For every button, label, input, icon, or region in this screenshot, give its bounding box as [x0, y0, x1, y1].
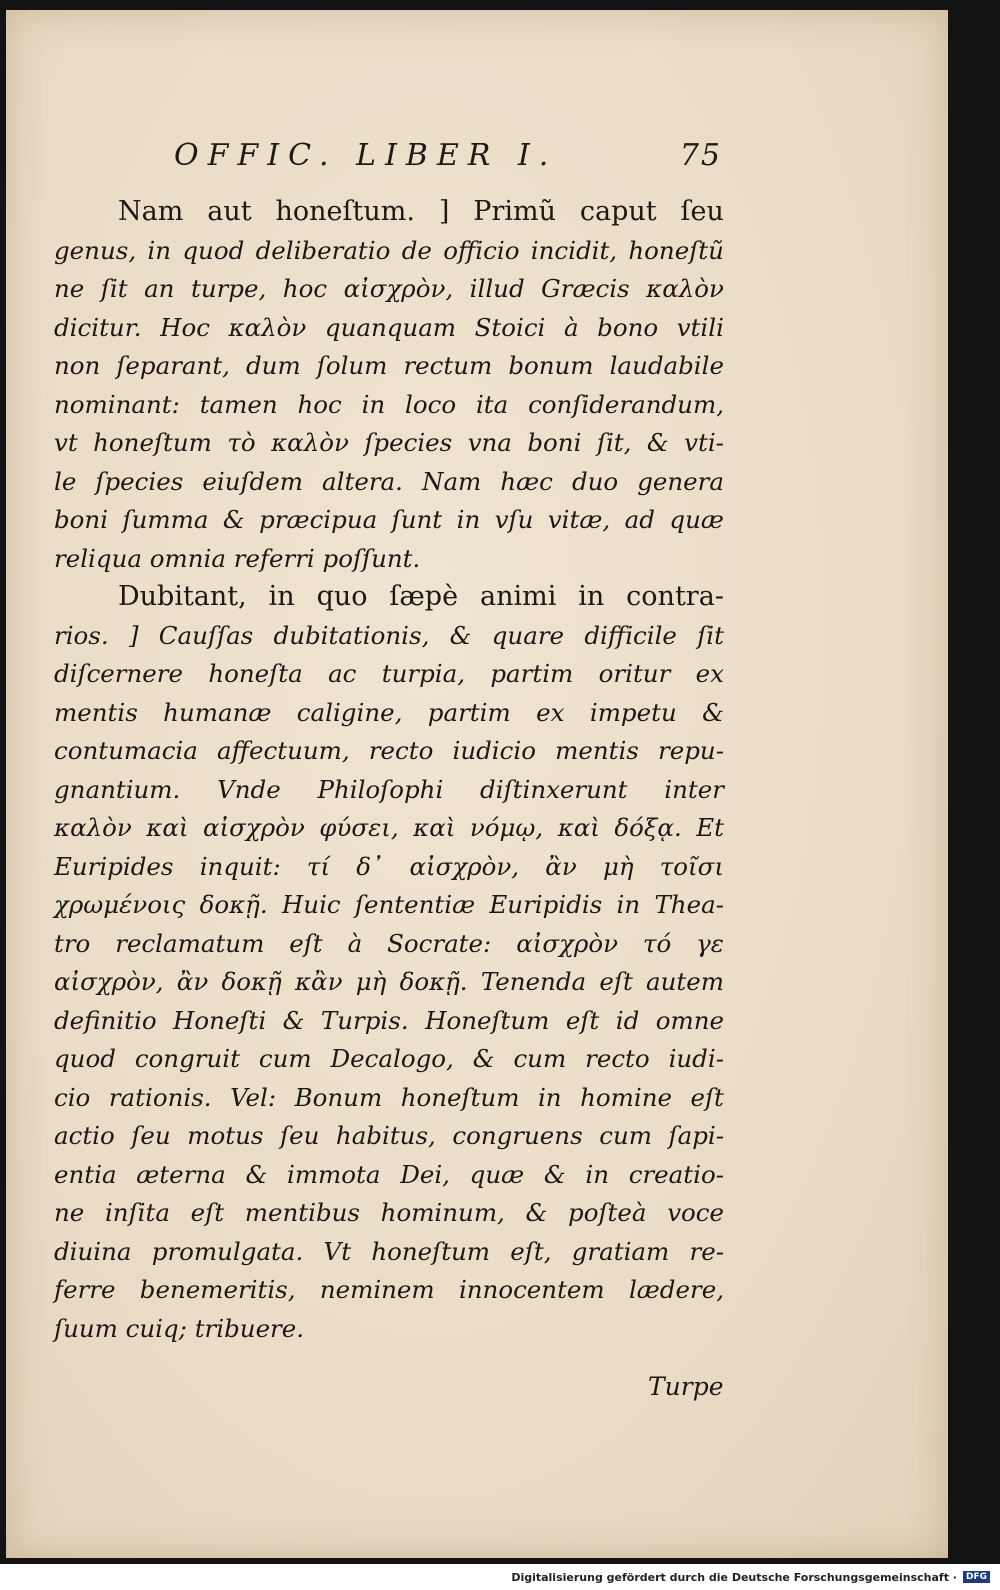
word: entia: [54, 1159, 117, 1189]
word: genus,: [54, 235, 137, 265]
word: hominum,: [380, 1198, 505, 1227]
text-line: [54, 925, 724, 964]
word: ſumma: [122, 505, 209, 534]
book-page: [6, 10, 948, 1558]
word: Græcis: [541, 274, 630, 303]
word: honeſtũ: [628, 235, 724, 265]
word: vna: [467, 428, 512, 457]
word: ἂν: [545, 851, 577, 881]
word: loco: [405, 389, 457, 419]
word: diſcernere: [54, 659, 184, 688]
text-line: [54, 1040, 724, 1079]
word: vſu: [494, 505, 534, 534]
word: Stoici: [474, 312, 546, 342]
word: inſita: [104, 1198, 170, 1227]
word: contra-: [626, 581, 724, 612]
word: in: [616, 890, 641, 919]
text-line: [54, 1079, 724, 1118]
text-line: [54, 232, 724, 271]
text-line: [54, 1002, 724, 1041]
word: eſt: [565, 1005, 600, 1035]
word: ne: [54, 1198, 85, 1227]
word: gnantium.: [54, 774, 181, 804]
word: promulgata.: [151, 1236, 304, 1266]
word: ſeparant,: [116, 351, 230, 380]
word: αἰσχρὸν,: [343, 274, 454, 303]
word: Dubitant,: [118, 581, 247, 612]
word: Socrate:: [387, 928, 492, 958]
word: &: [702, 697, 724, 727]
word: gratiam: [571, 1236, 670, 1266]
word: congruit: [134, 1044, 240, 1073]
word: vtili: [676, 312, 724, 342]
word: à: [563, 312, 579, 342]
word: ſeu: [131, 1121, 171, 1150]
word: recto: [585, 1044, 650, 1073]
word: quæ: [469, 1159, 525, 1189]
word: nominant:: [54, 389, 180, 419]
word: ſæpè: [389, 581, 459, 612]
word: bono: [597, 312, 659, 342]
word: Honeſtum: [425, 1005, 550, 1035]
word: benemeritis,: [139, 1275, 296, 1304]
word: ita: [475, 389, 509, 419]
word: voce: [667, 1198, 724, 1227]
text-line: [54, 463, 724, 502]
word: iudi-: [668, 1044, 724, 1073]
text-line: [54, 771, 724, 810]
word: boni: [54, 505, 109, 534]
word: Euripidis: [489, 890, 603, 919]
text-line: [54, 1156, 724, 1195]
word: &: [245, 1159, 268, 1189]
word: in: [147, 235, 172, 265]
word: eſt,: [510, 1236, 552, 1266]
word: illud: [469, 274, 525, 303]
word: Dei,: [400, 1159, 450, 1189]
word: caligine,: [296, 697, 403, 727]
word: quod: [182, 235, 245, 265]
word: καλὸν: [646, 274, 724, 303]
word: æterna: [136, 1159, 226, 1189]
word: hoc: [282, 274, 328, 303]
word: ferre: [54, 1275, 116, 1304]
word: ſpecies: [95, 466, 184, 496]
word: vitæ,: [547, 505, 611, 534]
word: dubitationis,: [273, 620, 430, 650]
word: eſt: [289, 928, 323, 958]
word: mentis: [555, 736, 639, 765]
word: μὴ: [355, 967, 387, 996]
word: ac: [328, 659, 357, 688]
word: conſiderandum,: [528, 389, 724, 419]
word: turpia,: [381, 659, 465, 688]
text-line: ſuum cuiq; tribuere.: [54, 1313, 305, 1343]
word: quæ: [669, 505, 724, 534]
word: partim: [490, 659, 574, 688]
word: δ᾿: [356, 851, 384, 881]
word: non: [54, 351, 101, 380]
word: ne: [54, 274, 85, 303]
word: quo: [316, 581, 368, 612]
word: &: [222, 505, 245, 534]
word: &: [646, 428, 669, 457]
word: ſapi-: [668, 1121, 724, 1150]
word: cio: [54, 1082, 91, 1112]
text-line: [54, 501, 724, 540]
word: δοκῇ.: [199, 890, 268, 919]
word: rectum: [403, 351, 493, 380]
body-text: [54, 193, 724, 1348]
page-number: 75: [679, 138, 722, 173]
word: quod: [54, 1044, 116, 1073]
word: in: [537, 1082, 562, 1112]
word: ad: [624, 505, 655, 534]
word: genera: [637, 466, 724, 496]
word: honeſtum.: [275, 196, 415, 227]
word: iudicio: [452, 736, 536, 765]
word: oritur: [598, 659, 671, 688]
word: &: [525, 1198, 548, 1227]
word: ἂν: [176, 967, 209, 996]
text-line: [54, 1117, 724, 1156]
word: φύσει,: [319, 813, 399, 842]
word: neminem: [319, 1275, 435, 1304]
word: in: [268, 581, 295, 612]
text-line: [54, 1271, 724, 1310]
word: quare: [491, 620, 565, 650]
word: in: [456, 505, 481, 534]
text-line: [54, 963, 724, 1002]
word: boni: [527, 428, 582, 457]
word: honeſtum: [371, 1236, 491, 1266]
word: in: [361, 389, 386, 419]
word: aut: [207, 196, 252, 227]
word: hoc: [297, 389, 342, 419]
word: poſteà: [568, 1198, 647, 1227]
credit-text: Digitalisierung gefördert durch die Deutsche Forschungsgemeinschaft ·: [511, 1570, 957, 1584]
word: rios.: [54, 620, 109, 650]
word: habitus,: [335, 1121, 436, 1150]
text-line: [54, 617, 724, 656]
word: turpe,: [190, 274, 267, 303]
word: ſpecies: [364, 428, 453, 457]
word: congruens: [452, 1121, 583, 1150]
word: humanæ: [163, 697, 272, 727]
word: de: [401, 235, 432, 265]
word: Vnde: [217, 774, 281, 804]
word: Philoſophi: [317, 774, 444, 804]
text-line: [54, 1194, 724, 1233]
word: duo: [571, 466, 619, 496]
word: δοκῇ: [221, 967, 282, 996]
word: Huic: [281, 890, 341, 919]
word: tamen: [199, 389, 278, 419]
text-line: [54, 655, 724, 694]
word: affectuum,: [217, 736, 350, 765]
running-head-title: OFFIC. LIBER I.: [174, 138, 558, 173]
word: diſtinxerunt: [480, 774, 628, 804]
word: caput: [579, 196, 657, 227]
word: officio: [443, 235, 520, 265]
word: lædere,: [628, 1275, 724, 1304]
word: honeſta: [208, 659, 303, 688]
word: honeſtum: [93, 428, 212, 457]
catchword: Turpe: [648, 1372, 724, 1401]
text-line: [54, 193, 724, 232]
text-line: [54, 694, 724, 733]
word: honeſtum: [400, 1082, 520, 1112]
word: creatio-: [628, 1159, 724, 1189]
word: Hoc: [160, 312, 210, 342]
word: Vt: [323, 1236, 352, 1266]
word: ſit,: [596, 428, 632, 457]
word: ſententiæ: [354, 890, 476, 919]
text-line: [54, 270, 724, 309]
dfg-logo: DFG: [963, 1571, 990, 1583]
word: innocentem: [458, 1275, 605, 1304]
word: &: [449, 620, 472, 650]
word: Nam: [422, 466, 482, 496]
word: δόξᾳ.: [614, 813, 682, 842]
word: dum: [246, 351, 301, 380]
text-line: [54, 732, 724, 771]
word: à: [347, 928, 363, 958]
word: καὶ: [557, 813, 600, 842]
word: ſeu: [680, 196, 724, 227]
word: bonum: [508, 351, 594, 380]
word: animi: [479, 581, 557, 612]
word: vt: [54, 428, 78, 457]
word: &: [282, 1005, 305, 1035]
word: ]: [128, 620, 139, 650]
word: le: [54, 466, 77, 496]
word: καλὸν: [54, 813, 132, 842]
word: hæc: [500, 466, 553, 496]
word: inquit:: [199, 851, 281, 881]
word: Euripides: [54, 851, 174, 881]
text-line: [54, 886, 724, 925]
word: ſit: [100, 274, 128, 303]
word: &: [472, 1044, 495, 1073]
word: δοκῇ.: [399, 967, 468, 996]
word: laudabile: [609, 351, 724, 380]
text-line: [54, 848, 724, 887]
word: Turpis.: [320, 1005, 409, 1035]
word: vti-: [684, 428, 724, 457]
word: ſolum: [316, 351, 388, 380]
word: partim: [427, 697, 511, 727]
word: an: [144, 274, 175, 303]
text-line: [54, 1233, 724, 1272]
word: Tenenda: [480, 967, 587, 996]
word: τό: [642, 928, 672, 958]
word: homine: [580, 1082, 672, 1112]
word: mentis: [54, 697, 138, 727]
word: ex: [695, 659, 724, 688]
text-line: [54, 424, 724, 463]
word: in: [585, 1159, 610, 1189]
word: autem: [646, 967, 724, 996]
word: rationis.: [108, 1082, 212, 1112]
word: καλὸν: [228, 312, 307, 342]
word: impetu: [589, 697, 677, 727]
word: actio: [54, 1121, 115, 1150]
word: cum: [258, 1044, 312, 1073]
text-line: [54, 386, 724, 425]
word: cum: [513, 1044, 567, 1073]
word: tro: [54, 928, 91, 958]
word: Nam: [118, 196, 184, 227]
word: Cauſſas: [158, 620, 254, 650]
word: &: [543, 1159, 566, 1189]
word: νόμῳ,: [469, 813, 544, 842]
word: motus: [187, 1121, 264, 1150]
word: altera.: [322, 466, 403, 496]
word: eſt: [190, 1198, 225, 1227]
word: τὸ: [227, 428, 256, 457]
word: inter: [664, 774, 724, 804]
word: mentibus: [244, 1198, 360, 1227]
word: recto: [368, 736, 434, 765]
word: αἰσχρὸν,: [409, 851, 520, 881]
word: incidit,: [530, 235, 618, 265]
word: definitio: [54, 1005, 157, 1035]
word: re-: [689, 1236, 724, 1266]
word: contumacia: [54, 736, 198, 765]
text-line: [54, 347, 724, 386]
word: deliberatio: [255, 235, 391, 265]
word: repu-: [658, 736, 724, 765]
word: καὶ: [413, 813, 456, 842]
word: ſunt: [391, 505, 443, 534]
word: καλὸν: [271, 428, 349, 457]
word: τί: [306, 851, 331, 881]
word: difficile: [584, 620, 677, 650]
running-head: [174, 138, 722, 173]
word: diuina: [54, 1236, 132, 1266]
word: Thea-: [654, 890, 724, 919]
word: Vel:: [230, 1082, 277, 1112]
text-line: [54, 309, 724, 348]
word: ſeu: [280, 1121, 320, 1150]
word: Bonum: [294, 1082, 383, 1112]
text-line: [54, 578, 724, 617]
word: χρωμένοις: [54, 890, 186, 919]
word: μὴ: [602, 851, 634, 881]
digitization-credit: [0, 1564, 1000, 1590]
word: αἰσχρὸν: [203, 813, 305, 842]
word: omne: [655, 1005, 724, 1035]
word: ]: [438, 196, 450, 227]
word: quanquam: [324, 312, 457, 342]
word: Primũ: [473, 196, 556, 227]
word: id: [615, 1005, 640, 1035]
word: καὶ: [146, 813, 189, 842]
word: dicitur.: [54, 312, 142, 342]
word: Honeſti: [173, 1005, 267, 1035]
text-line: reliqua omnia referri poſſunt.: [54, 543, 421, 573]
word: Decalogo,: [330, 1044, 454, 1073]
word: cum: [599, 1121, 652, 1150]
word: eiuſdem: [202, 466, 303, 496]
word: in: [578, 581, 605, 612]
word: ex: [536, 697, 565, 727]
word: Et: [696, 813, 724, 842]
word: αἰσχρὸν: [516, 928, 618, 958]
word: ſit: [697, 620, 724, 650]
word: κἂν: [294, 967, 343, 996]
word: eſt: [599, 967, 633, 996]
word: αἰσχρὸν,: [54, 967, 164, 996]
word: immota: [286, 1159, 381, 1189]
text-line: [54, 809, 724, 848]
word: eſt: [690, 1082, 724, 1112]
word: præcipua: [259, 505, 378, 534]
word: reclamatum: [115, 928, 265, 958]
word: γε: [696, 928, 724, 958]
word: τοῖσι: [659, 851, 724, 881]
